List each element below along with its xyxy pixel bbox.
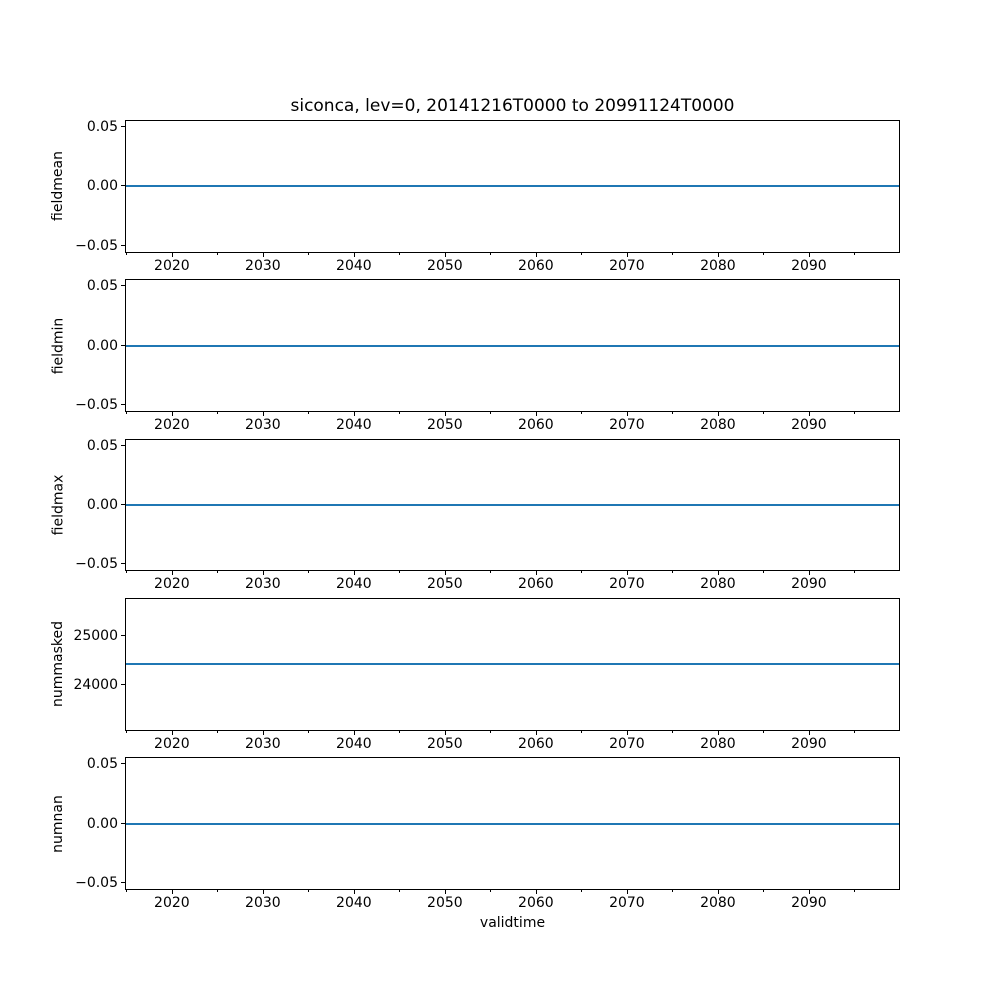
x-major-tick bbox=[809, 731, 810, 735]
x-tick-label: 2020 bbox=[154, 894, 190, 911]
x-tick-label: 2030 bbox=[245, 576, 281, 593]
y-tick bbox=[121, 563, 125, 564]
x-tick-label: 2080 bbox=[700, 257, 736, 274]
x-tick-label: 2080 bbox=[700, 894, 736, 911]
x-minor-tick bbox=[581, 412, 582, 414]
x-minor-tick bbox=[399, 890, 400, 892]
x-minor-tick bbox=[490, 253, 491, 255]
x-minor-tick bbox=[672, 731, 673, 733]
x-minor-tick bbox=[763, 253, 764, 255]
x-major-tick bbox=[536, 890, 537, 894]
x-minor-tick bbox=[217, 731, 218, 733]
x-major-tick bbox=[536, 412, 537, 416]
x-tick-label: 2060 bbox=[518, 735, 554, 752]
x-major-tick bbox=[809, 253, 810, 257]
x-major-tick bbox=[627, 731, 628, 735]
x-minor-tick bbox=[581, 253, 582, 255]
y-axis-label-text: fieldmax bbox=[50, 474, 66, 536]
axes-fieldmin bbox=[50, 278, 900, 434]
data-line-fieldmax bbox=[126, 504, 899, 506]
x-major-tick bbox=[718, 890, 719, 894]
x-tick-label: 2070 bbox=[609, 417, 645, 434]
x-minor-tick bbox=[399, 412, 400, 414]
data-line-nummasked bbox=[126, 663, 899, 665]
x-tick-label: 2080 bbox=[700, 576, 736, 593]
x-tick-label: 2030 bbox=[245, 257, 281, 274]
x-tick-label: 2030 bbox=[245, 417, 281, 434]
x-tick-label: 2050 bbox=[427, 257, 463, 274]
x-major-tick bbox=[263, 253, 264, 257]
x-major-tick bbox=[627, 890, 628, 894]
x-minor-tick bbox=[126, 571, 127, 573]
x-minor-tick bbox=[308, 571, 309, 573]
x-major-tick bbox=[263, 890, 264, 894]
x-tick-label: 2090 bbox=[791, 257, 827, 274]
x-minor-tick bbox=[490, 890, 491, 892]
x-minor-tick bbox=[490, 412, 491, 414]
x-axis-label: validtime bbox=[479, 915, 546, 931]
axes-fieldmax bbox=[50, 437, 900, 593]
y-tick bbox=[121, 285, 125, 286]
x-major-tick bbox=[627, 571, 628, 575]
x-major-tick bbox=[445, 253, 446, 257]
x-minor-tick bbox=[126, 890, 127, 892]
x-major-tick bbox=[263, 731, 264, 735]
y-tick-label: 0.05 bbox=[86, 278, 118, 295]
x-minor-tick bbox=[399, 731, 400, 733]
x-major-tick bbox=[536, 731, 537, 735]
y-tick bbox=[121, 404, 125, 405]
x-major-tick bbox=[354, 890, 355, 894]
y-tick-label: 25000 bbox=[73, 628, 118, 645]
x-major-tick bbox=[445, 890, 446, 894]
y-tick bbox=[121, 445, 125, 446]
x-tick-label: 2070 bbox=[609, 257, 645, 274]
y-axis-label-nummasked bbox=[48, 599, 68, 730]
x-minor-tick bbox=[854, 571, 855, 573]
x-tick-label: 2040 bbox=[336, 894, 372, 911]
x-tick-label: 2070 bbox=[609, 576, 645, 593]
y-tick bbox=[121, 504, 125, 505]
x-tick-label: 2090 bbox=[791, 894, 827, 911]
x-minor-tick bbox=[672, 571, 673, 573]
axes-fieldmean bbox=[50, 118, 900, 274]
x-minor-tick bbox=[399, 571, 400, 573]
x-major-tick bbox=[718, 253, 719, 257]
x-major-tick bbox=[536, 253, 537, 257]
y-tick bbox=[121, 635, 125, 636]
y-tick-label: −0.05 bbox=[75, 556, 118, 573]
x-tick-label: 2060 bbox=[518, 417, 554, 434]
x-major-tick bbox=[809, 571, 810, 575]
y-tick-label: −0.05 bbox=[75, 237, 118, 254]
x-tick-label: 2030 bbox=[245, 894, 281, 911]
x-minor-tick bbox=[217, 571, 218, 573]
x-tick-label: 2020 bbox=[154, 735, 190, 752]
y-axis-label-text: fieldmean bbox=[50, 151, 67, 222]
y-tick bbox=[121, 345, 125, 346]
x-minor-tick bbox=[126, 412, 127, 414]
x-major-tick bbox=[445, 571, 446, 575]
x-tick-label: 2050 bbox=[427, 576, 463, 593]
x-minor-tick bbox=[217, 412, 218, 414]
x-major-tick bbox=[354, 253, 355, 257]
x-tick-label: 2040 bbox=[336, 257, 372, 274]
x-major-tick bbox=[718, 412, 719, 416]
y-tick bbox=[121, 126, 125, 127]
x-minor-tick bbox=[126, 731, 127, 733]
y-axis-label-text: numnan bbox=[50, 794, 66, 853]
x-minor-tick bbox=[854, 253, 855, 255]
x-minor-tick bbox=[126, 253, 127, 255]
x-minor-tick bbox=[854, 731, 855, 733]
x-major-tick bbox=[263, 412, 264, 416]
x-major-tick bbox=[809, 412, 810, 416]
x-major-tick bbox=[172, 253, 173, 257]
x-major-tick bbox=[718, 571, 719, 575]
x-tick-label: 2020 bbox=[154, 576, 190, 593]
x-tick-label: 2050 bbox=[427, 417, 463, 434]
y-tick-label: 0.05 bbox=[86, 118, 118, 135]
x-minor-tick bbox=[672, 253, 673, 255]
x-minor-tick bbox=[854, 412, 855, 414]
x-tick-label: 2070 bbox=[609, 735, 645, 752]
x-major-tick bbox=[172, 890, 173, 894]
x-tick-label: 2040 bbox=[336, 417, 372, 434]
x-major-tick bbox=[445, 731, 446, 735]
x-minor-tick bbox=[308, 890, 309, 892]
data-line-fieldmin bbox=[126, 345, 899, 347]
x-minor-tick bbox=[490, 731, 491, 733]
x-major-tick bbox=[172, 571, 173, 575]
x-major-tick bbox=[445, 412, 446, 416]
x-tick-label: 2050 bbox=[427, 894, 463, 911]
x-minor-tick bbox=[308, 731, 309, 733]
x-minor-tick bbox=[854, 890, 855, 892]
x-tick-label: 2030 bbox=[245, 735, 281, 752]
x-tick-label: 2070 bbox=[609, 894, 645, 911]
y-axis-label-text: nummasked bbox=[50, 621, 67, 708]
x-minor-tick bbox=[672, 890, 673, 892]
y-tick-label: 0.00 bbox=[86, 178, 118, 195]
y-tick-label: −0.05 bbox=[75, 397, 118, 414]
axes-nummasked bbox=[50, 598, 900, 752]
x-minor-tick bbox=[763, 571, 764, 573]
x-tick-label: 2090 bbox=[791, 735, 827, 752]
x-minor-tick bbox=[581, 731, 582, 733]
data-line-fieldmean bbox=[126, 185, 899, 187]
data-line-numnan bbox=[126, 823, 899, 825]
x-minor-tick bbox=[672, 412, 673, 414]
plot-title: siconca, lev=0, 20141216T0000 to 20991124T0000 bbox=[290, 96, 735, 116]
x-minor-tick bbox=[217, 253, 218, 255]
y-tick-label: 0.00 bbox=[86, 496, 118, 513]
x-tick-label: 2080 bbox=[700, 735, 736, 752]
x-tick-label: 2040 bbox=[336, 735, 372, 752]
x-major-tick bbox=[627, 253, 628, 257]
x-tick-label: 2020 bbox=[154, 417, 190, 434]
x-major-tick bbox=[627, 412, 628, 416]
x-major-tick bbox=[354, 731, 355, 735]
x-tick-label: 2020 bbox=[154, 257, 190, 274]
x-minor-tick bbox=[581, 571, 582, 573]
x-tick-label: 2060 bbox=[518, 257, 554, 274]
x-minor-tick bbox=[308, 412, 309, 414]
y-tick-label: 0.05 bbox=[86, 437, 118, 454]
x-major-tick bbox=[809, 890, 810, 894]
x-major-tick bbox=[263, 571, 264, 575]
x-major-tick bbox=[536, 571, 537, 575]
x-major-tick bbox=[172, 731, 173, 735]
y-tick bbox=[121, 684, 125, 685]
x-major-tick bbox=[718, 731, 719, 735]
x-minor-tick bbox=[581, 890, 582, 892]
x-tick-label: 2060 bbox=[518, 894, 554, 911]
x-minor-tick bbox=[763, 890, 764, 892]
y-tick bbox=[121, 185, 125, 186]
x-tick-label: 2090 bbox=[791, 417, 827, 434]
y-tick bbox=[121, 882, 125, 883]
axes-numnan bbox=[50, 756, 900, 911]
x-minor-tick bbox=[308, 253, 309, 255]
x-minor-tick bbox=[399, 253, 400, 255]
y-tick bbox=[121, 245, 125, 246]
x-tick-label: 2080 bbox=[700, 417, 736, 434]
y-tick-label: 0.00 bbox=[86, 337, 118, 354]
y-axis-label-text: fieldmin bbox=[50, 317, 67, 374]
x-tick-label: 2060 bbox=[518, 576, 554, 593]
y-tick bbox=[121, 823, 125, 824]
x-tick-label: 2050 bbox=[427, 735, 463, 752]
y-tick bbox=[121, 763, 125, 764]
y-tick-label: 24000 bbox=[73, 676, 118, 693]
y-tick-label: −0.05 bbox=[75, 875, 118, 892]
x-tick-label: 2040 bbox=[336, 576, 372, 593]
y-tick-label: 0.00 bbox=[86, 815, 118, 832]
x-minor-tick bbox=[217, 890, 218, 892]
x-minor-tick bbox=[763, 412, 764, 414]
x-major-tick bbox=[354, 412, 355, 416]
x-major-tick bbox=[172, 412, 173, 416]
x-major-tick bbox=[354, 571, 355, 575]
x-tick-label: 2090 bbox=[791, 576, 827, 593]
x-minor-tick bbox=[763, 731, 764, 733]
y-tick-label: 0.05 bbox=[86, 756, 118, 773]
x-minor-tick bbox=[490, 571, 491, 573]
